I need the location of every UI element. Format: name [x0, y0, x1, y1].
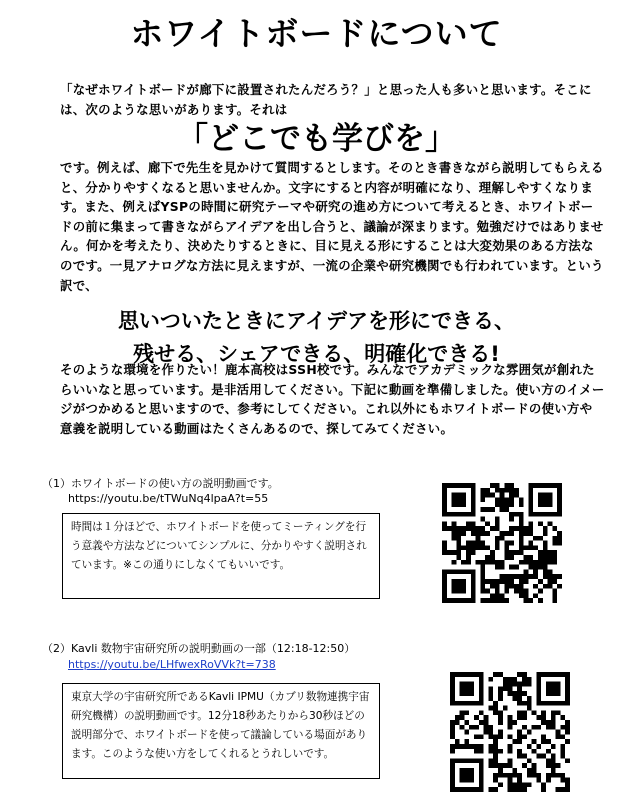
video-2-description: 東京大学の宇宙研究所であるKavli IPMU（カブリ数物連携宇宙研究機構）の説明動画です。12分18秒あたりから30秒ほどの説明部分で、ホワイトボードを使って議論している場面があります。このような使い方をしてくれるとうれしいです。 [62, 683, 380, 779]
slogan-line-2: 残せる、シェアできる、明確化できる! [133, 342, 500, 366]
body-paragraph: です。例えば、廊下で先生を見かけて質問するとします。そのとき書きながら説明してもらえると、分かりやすくなると思いませんか。文字にすると内容が明確になり、理解しやすくなります。また、例えばYSPの時間に研究テーマや研究の進め方について考えるとき、ホワイトボードの前に集まって書きながらアイデアを出し合うと、議論が深まります。勉強だけではありません。何かを考えたり、決めたりするときに、目に見える形にすることは大変効果のある方法なのです。一見アナログな方法に見えますが、一流の企業や研究機関でも行われています。という訳で、 [60, 160, 604, 293]
page-title: ホワイトボードについて [130, 14, 503, 53]
video-2-label: （2）Kavli 数物宇宙研究所の説明動画の一部（12:18-12:50） [42, 642, 356, 655]
slogan-line-1: 思いついたときにアイデアを形にできる、 [117, 309, 516, 333]
intro-paragraph: 「なぜホワイトボードが廊下に設置されたんだろう？」と思った人も多いと思います。そこには、次のような思いがあります。それは [60, 82, 592, 117]
motto-heading: 「どこでも学びを」 [177, 121, 456, 157]
video-1-url[interactable]: https://youtu.be/tTWuNq4lpaA?t=55 [68, 492, 269, 505]
video-1-description: 時間は１分ほどで、ホワイトボードを使ってミーティングを行う意義や方法などについてシンプルに、分かりやすく説明されています。※この通りにしなくてもいいです。 [62, 513, 380, 599]
qr-code-1-icon [442, 483, 562, 603]
video-1-label: （1）ホワイトボードの使い方の説明動画です。 [42, 477, 279, 490]
qr-code-2-icon [450, 672, 570, 792]
video-2-url[interactable]: https://youtu.be/LHfwexRoVVk?t=738 [68, 658, 276, 671]
closing-paragraph: そのような環境を作りたい！鹿本高校はSSH校です。みんなでアカデミックな雰囲気が創れたらいいなと思っています。是非活用してください。下記に動画を準備しました。使い方のイメージがつかめると思いますので、参考にしてください。これ以外にもホワイトボードの使い方や意義を説明している動画はたくさんあるので、探してみてください。 [60, 362, 605, 436]
